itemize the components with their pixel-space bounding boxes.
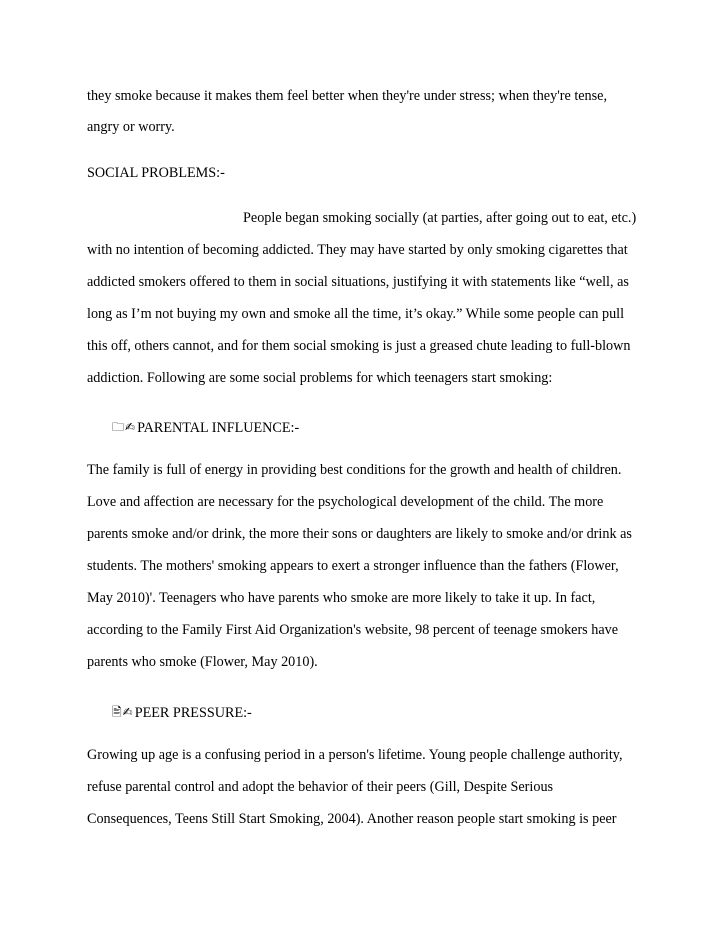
social-paragraph-line-2: with no intention of becoming addicted. They may have started by only smoking cigarettes that: [87, 242, 628, 258]
parental-influence-heading: PARENTAL INFLUENCE:-: [137, 420, 300, 436]
social-paragraph-line-5: this off, others cannot, and for them social smoking is just a greased chute leading to full-blown: [87, 338, 631, 354]
parental-paragraph-line-7: parents who smoke (Flower, May 2010).: [87, 654, 318, 670]
parental-paragraph-line-1: The family is full of energy in providing best conditions for the growth and health of children.: [87, 462, 622, 478]
document-pen-bullet-icon: 🖹✍: [112, 705, 134, 719]
peer-paragraph-line-3: Consequences, Teens Still Start Smoking, 2004). Another reason people start smoking is peer: [87, 811, 617, 827]
peer-pressure-heading: PEER PRESSURE:-: [134, 705, 252, 721]
parental-paragraph-line-3: parents smoke and/or drink, the more their sons or daughters are likely to smoke and/or drink as: [87, 526, 632, 542]
parental-paragraph-line-5: May 2010)'. Teenagers who have parents who smoke are more likely to take it up. In fact,: [87, 590, 596, 606]
social-paragraph-line-4: long as I’m not buying my own and smoke all the time, it’s okay.” While some people can pull: [87, 306, 625, 322]
social-paragraph-line-3: addicted smokers offered to them in social situations, justifying it with statements like “well, as: [87, 274, 629, 290]
parental-paragraph-line-4: students. The mothers' smoking appears to exert a stronger influence than the fathers (Flower,: [87, 558, 619, 574]
social-problems-heading: SOCIAL PROBLEMS:-: [87, 165, 225, 181]
parental-influence-heading-line: [112, 418, 299, 437]
peer-paragraph-line-2: refuse parental control and adopt the behavior of their peers (Gill, Despite Serious: [87, 779, 554, 795]
social-paragraph-line-6: addiction. Following are some social problems for which teenagers start smoking:: [87, 370, 553, 386]
intro-line-1: they smoke because it makes them feel better when they're under stress; when they're tense,: [87, 88, 608, 104]
parental-paragraph-line-6: according to the Family First Aid Organization's website, 98 percent of teenage smokers have: [87, 622, 619, 638]
parental-paragraph-line-2: Love and affection are necessary for the psychological development of the child. The more: [87, 494, 604, 510]
peer-pressure-heading-line: [112, 703, 252, 722]
peer-paragraph-line-1: Growing up age is a confusing period in a person's lifetime. Young people challenge authority,: [87, 747, 623, 763]
folder-pen-bullet-icon: 🗀✍: [112, 420, 137, 434]
social-paragraph-line-1: People began smoking socially (at parties, after going out to eat, etc.): [243, 210, 637, 226]
intro-line-2: angry or worry.: [87, 119, 175, 135]
